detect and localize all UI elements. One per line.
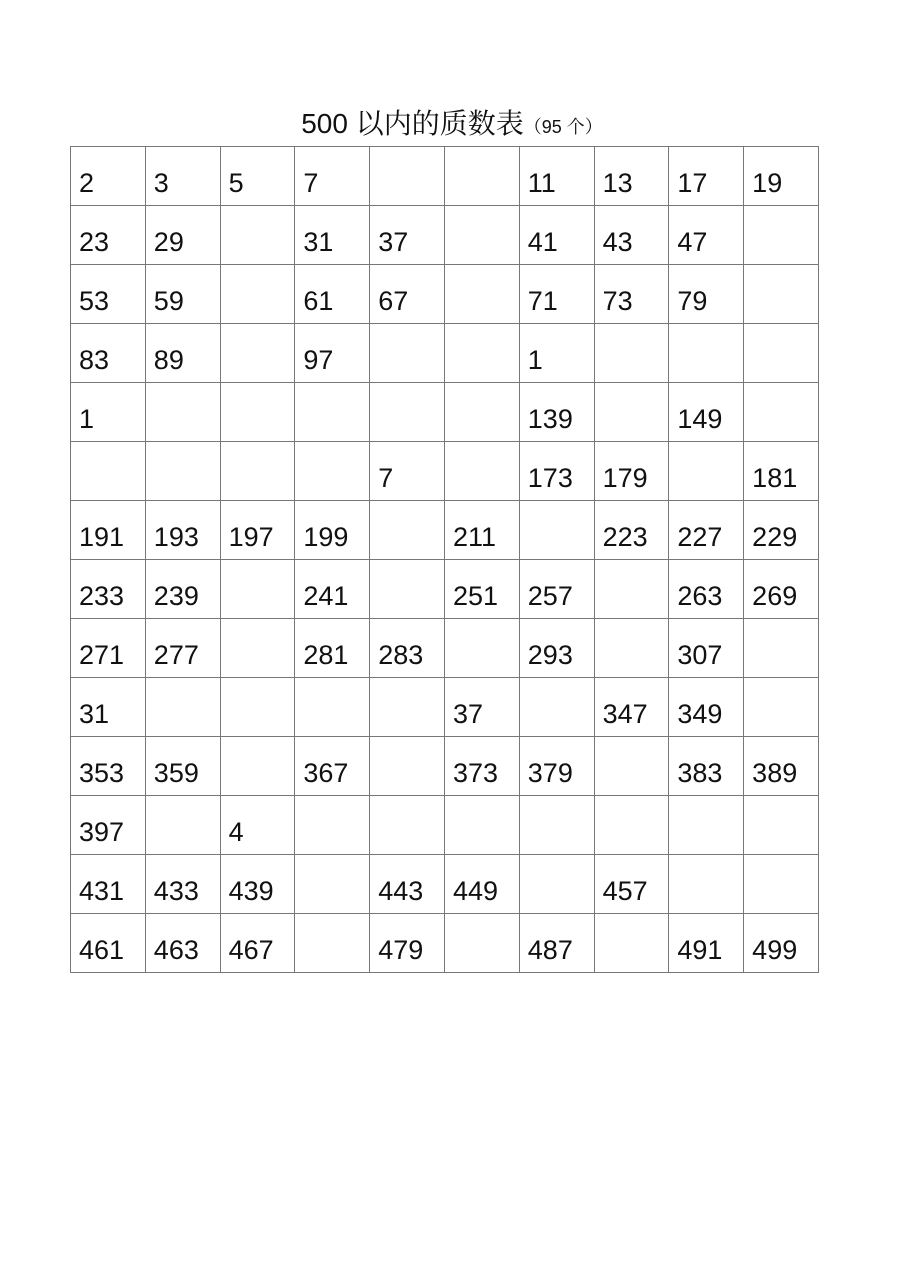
table-cell: [370, 501, 445, 560]
table-cell: 373: [444, 737, 519, 796]
table-cell: 433: [145, 855, 220, 914]
table-cell: 53: [71, 265, 146, 324]
table-row: [71, 442, 819, 501]
table-cell: 173: [519, 442, 594, 501]
table-cell: 193: [145, 501, 220, 560]
table-cell: [370, 383, 445, 442]
table-cell: 89: [145, 324, 220, 383]
table-cell: 3: [145, 147, 220, 206]
table-cell: [295, 914, 370, 973]
table-cell: 71: [519, 265, 594, 324]
table-cell: 487: [519, 914, 594, 973]
table-cell: [370, 796, 445, 855]
table-cell: 457: [594, 855, 669, 914]
table-cell: [145, 796, 220, 855]
table-row: [71, 206, 819, 265]
table-cell: [220, 619, 295, 678]
table-cell: 79: [669, 265, 744, 324]
table-cell: [220, 265, 295, 324]
table-cell: 307: [669, 619, 744, 678]
table-cell: 293: [519, 619, 594, 678]
table-cell: [370, 324, 445, 383]
table-cell: 269: [744, 560, 819, 619]
table-cell: [220, 324, 295, 383]
table-cell: 1: [519, 324, 594, 383]
table-cell: 29: [145, 206, 220, 265]
table-row: [71, 147, 819, 206]
table-cell: [295, 383, 370, 442]
table-cell: [744, 855, 819, 914]
table-cell: 271: [71, 619, 146, 678]
table-cell: 13: [594, 147, 669, 206]
table-cell: [444, 442, 519, 501]
table-cell: 43: [594, 206, 669, 265]
table-cell: [444, 324, 519, 383]
table-cell: 439: [220, 855, 295, 914]
table-cell: [744, 678, 819, 737]
table-cell: [444, 206, 519, 265]
table-cell: 181: [744, 442, 819, 501]
table-cell: [744, 619, 819, 678]
table-cell: 479: [370, 914, 445, 973]
table-cell: 463: [145, 914, 220, 973]
table-cell: [145, 678, 220, 737]
table-cell: 191: [71, 501, 146, 560]
table-cell: [744, 265, 819, 324]
table-cell: 73: [594, 265, 669, 324]
table-cell: [594, 383, 669, 442]
table-row: [71, 383, 819, 442]
table-cell: 149: [669, 383, 744, 442]
table-cell: [220, 678, 295, 737]
table-row: [71, 914, 819, 973]
table-cell: 229: [744, 501, 819, 560]
table-cell: 449: [444, 855, 519, 914]
table-row: [71, 855, 819, 914]
table-cell: 1: [71, 383, 146, 442]
table-cell: [370, 678, 445, 737]
table-row: [71, 619, 819, 678]
table-cell: [744, 796, 819, 855]
table-cell: 223: [594, 501, 669, 560]
table-cell: [370, 560, 445, 619]
table-cell: [444, 383, 519, 442]
table-row: [71, 560, 819, 619]
table-cell: 379: [519, 737, 594, 796]
table-cell: 11: [519, 147, 594, 206]
table-cell: [669, 442, 744, 501]
table-cell: 383: [669, 737, 744, 796]
table-cell: [594, 619, 669, 678]
table-cell: [444, 265, 519, 324]
table-cell: 197: [220, 501, 295, 560]
table-cell: 349: [669, 678, 744, 737]
table-cell: [744, 324, 819, 383]
table-cell: [145, 383, 220, 442]
table-cell: 2: [71, 147, 146, 206]
table-cell: [519, 501, 594, 560]
table-cell: 97: [295, 324, 370, 383]
table-cell: 397: [71, 796, 146, 855]
table-cell: [519, 678, 594, 737]
table-cell: [669, 855, 744, 914]
table-cell: 5: [220, 147, 295, 206]
table-cell: 7: [370, 442, 445, 501]
table-cell: 37: [370, 206, 445, 265]
table-cell: 199: [295, 501, 370, 560]
table-cell: 281: [295, 619, 370, 678]
table-cell: 47: [669, 206, 744, 265]
table-cell: 139: [519, 383, 594, 442]
table-cell: [669, 796, 744, 855]
table-row: [71, 265, 819, 324]
table-cell: [370, 737, 445, 796]
table-cell: [220, 560, 295, 619]
table-cell: 389: [744, 737, 819, 796]
table-cell: 233: [71, 560, 146, 619]
table-row: [71, 324, 819, 383]
table-cell: [444, 914, 519, 973]
table-cell: [295, 442, 370, 501]
table-cell: 467: [220, 914, 295, 973]
table-cell: 277: [145, 619, 220, 678]
table-cell: 283: [370, 619, 445, 678]
table-cell: [220, 383, 295, 442]
table-cell: [71, 442, 146, 501]
table-cell: 83: [71, 324, 146, 383]
title-count: （95 个）: [523, 117, 603, 137]
table-cell: 31: [71, 678, 146, 737]
table-cell: 37: [444, 678, 519, 737]
table-cell: 61: [295, 265, 370, 324]
table-cell: [744, 383, 819, 442]
table-cell: 367: [295, 737, 370, 796]
table-cell: [220, 737, 295, 796]
table-cell: [220, 206, 295, 265]
table-cell: 31: [295, 206, 370, 265]
table-cell: [444, 619, 519, 678]
table-cell: [669, 324, 744, 383]
table-cell: 19: [744, 147, 819, 206]
table-cell: [594, 796, 669, 855]
table-cell: [519, 855, 594, 914]
table-cell: [370, 147, 445, 206]
table-cell: 227: [669, 501, 744, 560]
table-cell: 359: [145, 737, 220, 796]
table-cell: [594, 737, 669, 796]
table-cell: [594, 560, 669, 619]
table-cell: 461: [71, 914, 146, 973]
table-cell: 491: [669, 914, 744, 973]
table-cell: [444, 147, 519, 206]
table-cell: 7: [295, 147, 370, 206]
table-cell: 67: [370, 265, 445, 324]
table-cell: 251: [444, 560, 519, 619]
table-cell: [295, 855, 370, 914]
table-cell: [594, 324, 669, 383]
table-cell: [145, 442, 220, 501]
table-cell: 263: [669, 560, 744, 619]
table-cell: 59: [145, 265, 220, 324]
table-cell: 23: [71, 206, 146, 265]
title-main: 500 以内的质数表: [301, 108, 524, 139]
table-cell: 499: [744, 914, 819, 973]
table-row: [71, 501, 819, 560]
table-row: [71, 737, 819, 796]
table-cell: 41: [519, 206, 594, 265]
table-cell: 353: [71, 737, 146, 796]
table-cell: [295, 678, 370, 737]
table-cell: 239: [145, 560, 220, 619]
table-cell: 241: [295, 560, 370, 619]
table-cell: [594, 914, 669, 973]
prime-table: [70, 146, 819, 973]
table-cell: 347: [594, 678, 669, 737]
table-row: [71, 796, 819, 855]
table-cell: [519, 796, 594, 855]
table-cell: 4: [220, 796, 295, 855]
table-cell: [220, 442, 295, 501]
table-cell: 211: [444, 501, 519, 560]
table-cell: 257: [519, 560, 594, 619]
table-cell: 179: [594, 442, 669, 501]
table-cell: 443: [370, 855, 445, 914]
table-cell: 431: [71, 855, 146, 914]
table-row: [71, 678, 819, 737]
table-cell: [444, 796, 519, 855]
table-cell: 17: [669, 147, 744, 206]
page-title: [0, 104, 904, 147]
table-cell: [295, 796, 370, 855]
table-cell: [744, 206, 819, 265]
